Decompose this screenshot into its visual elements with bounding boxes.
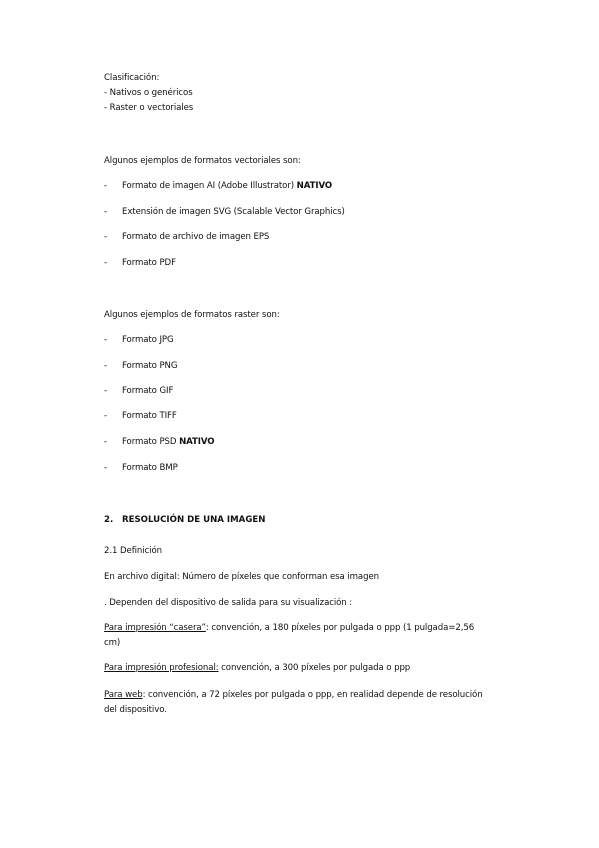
list-item-text: Formato PSD	[122, 437, 180, 447]
list-item-png: Formato PNG	[122, 361, 178, 371]
list-bullet: -	[104, 386, 108, 396]
raster-intro: Algunos ejemplos de formatos raster son:	[104, 310, 280, 320]
vectoriales-intro: Algunos ejemplos de formatos vectoriales son:	[104, 156, 301, 166]
clasificacion-item-raster: - Raster o vectoriales	[104, 103, 194, 113]
profesional-label: Para impresión profesional:	[104, 663, 219, 673]
list-item-text: Formato de imagen AI (Adobe Illustrator)	[122, 181, 297, 191]
list-bullet: -	[104, 232, 108, 242]
list-bullet: -	[104, 411, 108, 421]
web-label: Para web	[104, 690, 143, 700]
web-line	[104, 690, 483, 701]
profesional-text: convención, a 300 píxeles por pulgada o ppp	[218, 663, 411, 673]
depends-text: . Dependen del dispositivo de salida para su visualización :	[104, 598, 353, 608]
casera-line	[104, 623, 474, 634]
list-bullet: -	[104, 335, 108, 345]
list-item-pdf: Formato PDF	[122, 258, 176, 268]
nativo-label: NATIVO	[179, 437, 215, 447]
list-bullet: -	[104, 258, 108, 268]
list-item-gif: Formato GIF	[122, 386, 174, 396]
list-item-tiff: Formato TIFF	[122, 411, 177, 421]
list-bullet: -	[104, 361, 108, 371]
list-bullet: -	[104, 437, 108, 447]
web-text: : convención, a 72 píxeles por pulgada o ppp, en realidad depende de resolución	[142, 690, 483, 700]
casera-text: : convención, a 180 píxeles por pulgada o ppp (1 pulgada=2,56	[205, 623, 475, 633]
list-item-svg: Extensión de imagen SVG (Scalable Vector Graphics)	[122, 207, 345, 217]
section-number: 2.	[104, 515, 114, 525]
list-item-bmp: Formato BMP	[122, 463, 178, 473]
nativo-label: NATIVO	[296, 181, 333, 191]
list-bullet: -	[104, 181, 108, 191]
profesional-line	[104, 663, 410, 674]
subsection-title: 2.1 Definición	[104, 546, 162, 556]
list-item-ai	[122, 181, 332, 192]
web-line-2: del dispositivo.	[104, 705, 167, 715]
section-heading: RESOLUCIÓN DE UNA IMAGEN	[122, 515, 266, 525]
casera-label: Para impresión “casera”	[104, 623, 206, 633]
casera-line-2: cm)	[104, 638, 121, 648]
clasificacion-title: Clasificación:	[104, 73, 160, 83]
list-item-psd	[122, 437, 215, 448]
list-bullet: -	[104, 463, 108, 473]
list-item-jpg: Formato JPG	[122, 335, 174, 345]
definition-text: En archivo digital: Número de píxeles que conforman esa imagen	[104, 572, 379, 582]
clasificacion-item-nativos: - Nativos o genéricos	[104, 88, 193, 98]
list-item-eps: Formato de archivo de imagen EPS	[122, 232, 270, 242]
list-bullet: -	[104, 207, 108, 217]
